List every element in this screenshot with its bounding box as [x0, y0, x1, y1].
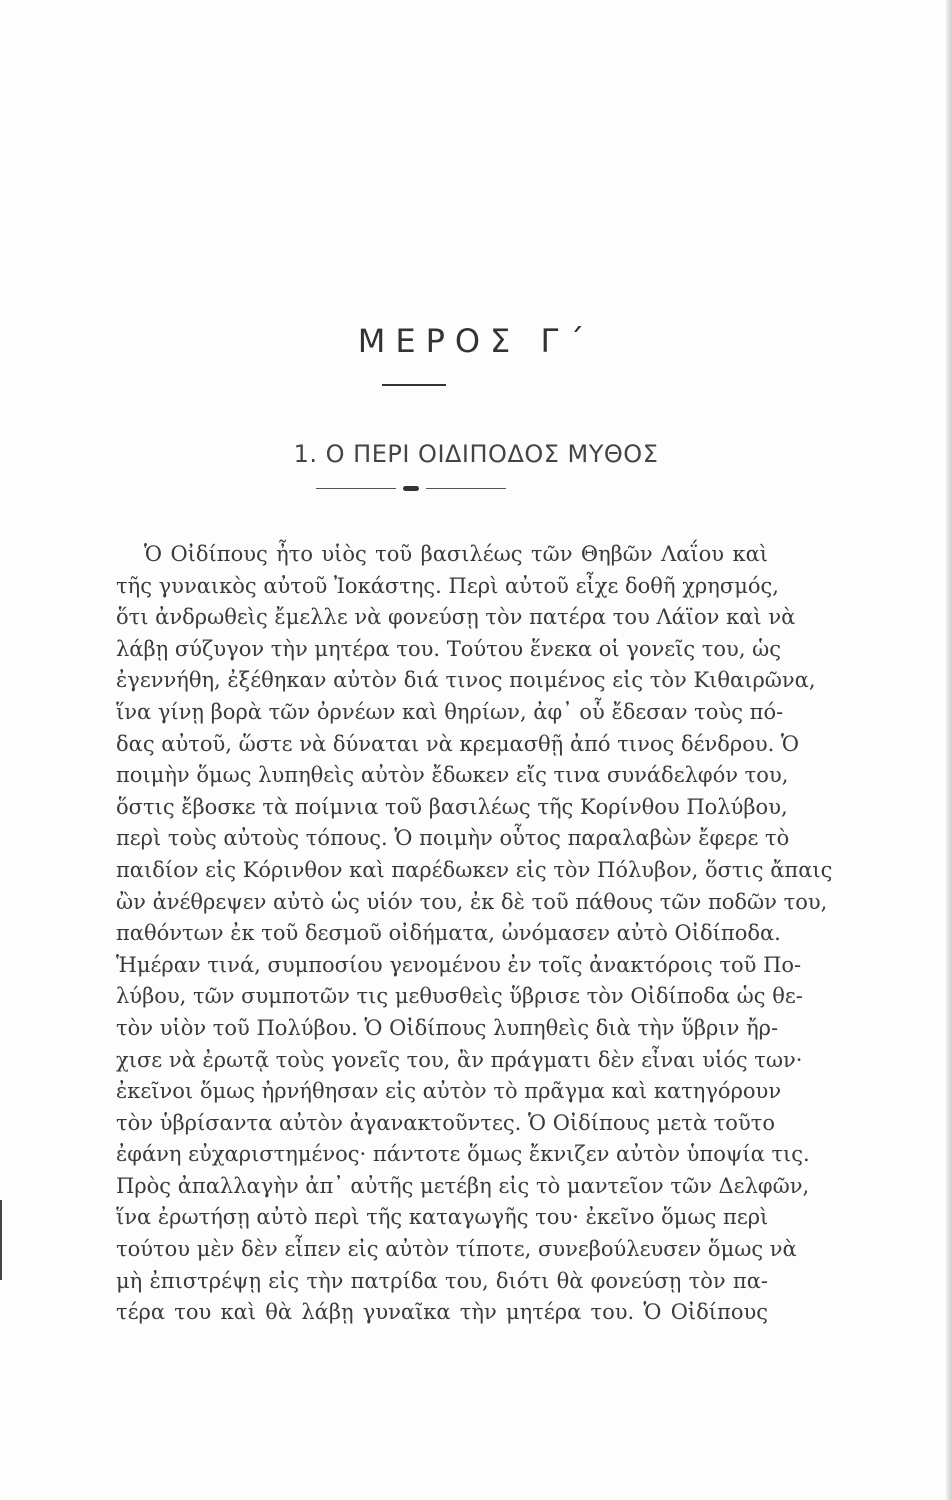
scan-edge-mark [0, 1200, 2, 1280]
heading-rule [382, 384, 446, 386]
ornament-line-right [426, 488, 506, 489]
text-line: Ὁ Οἰδίπους ἦτο υἱὸς τοῦ βασιλέως τῶν Θηβῶν Λαΐου καὶ [144, 542, 768, 566]
text-line: παιδίον εἰς Κόρινθον καὶ παρέδωκεν εἰς τὸν Πόλυβον, ὅστις ἄπαις [116, 857, 833, 882]
text-line: τούτου μὲν δὲν εἶπεν εἰς αὐτὸν τίποτε, συνεβούλευσεν ὅμως νὰ [116, 1237, 797, 1262]
text-line: λάβῃ σύζυγον τὴν μητέρα του. Τούτου ἕνεκα οἱ γονεῖς του, ὡς [116, 636, 782, 661]
text-line: ἵνα γίνῃ βορὰ τῶν ὀρνέων καὶ θηρίων, ἀφ᾽ οὗ ἔδεσαν τοὺς πό- [116, 699, 784, 724]
text-line: ἐκεῖνοι ὅμως ἠρνήθησαν εἰς αὐτὸν τὸ πρᾶγμα καὶ κατηγόρουν [116, 1079, 782, 1104]
text-line: τῆς γυναικὸς αὐτοῦ Ἰοκάστης. Περὶ αὐτοῦ εἶχε δοθῆ χρησμός, [116, 573, 779, 598]
text-line: ἐγεννήθη, ἐξέθηκαν αὐτὸν διά τινος ποιμένος εἰς τὸν Κιθαιρῶνα, [116, 668, 816, 693]
section-heading: 1. Ο ΠΕΡΙ ΟΙΔΙΠΟΔΟΣ ΜΥΘΟΣ [293, 440, 659, 468]
text-line: τὸν υἱὸν τοῦ Πολύβου. Ὁ Οἰδίπους λυπηθεὶς διὰ τὴν ὕβριν ἤρ- [116, 1015, 779, 1040]
text-line: χισε νὰ ἐρωτᾷ τοὺς γονεῖς του, ἂν πράγματι δὲν εἶναι υἱός των· [116, 1047, 803, 1072]
text-line: ὢν ἀνέθρεψεν αὐτὸ ὡς υἱόν του, ἐκ δὲ τοῦ πάθους τῶν ποδῶν του, [116, 889, 828, 914]
text-line: Ἡμέραν τινά, συμποσίου γενομένου ἐν τοῖς ἀνακτόροις τοῦ Πο- [116, 952, 802, 977]
text-line: παθόντων ἐκ τοῦ δεσμοῦ οἰδήματα, ὠνόμασεν αὐτὸ Οἰδίποδα. [116, 921, 781, 946]
ornament-divider [316, 486, 506, 492]
text-line: Πρὸς ἀπαλλαγὴν ἀπ᾽ αὐτῆς μετέβη εἰς τὸ μαντεῖον τῶν Δελφῶν, [116, 1173, 810, 1198]
ornament-center [403, 486, 419, 491]
text-line: ποιμὴν ὅμως λυπηθεὶς αὐτὸν ἔδωκεν εἴς τινα συνάδελφόν του, [116, 763, 789, 788]
text-line: περὶ τοὺς αὐτοὺς τόπους. Ὁ ποιμὴν οὗτος παραλαβὼν ἔφερε τὸ [116, 826, 790, 851]
text-line: ὅστις ἔβοσκε τὰ ποίμνια τοῦ βασιλέως τῆς Κορίνθου Πολύβου, [116, 794, 788, 819]
text-line: ἵνα ἐρωτήσῃ αὐτὸ περὶ τῆς καταγωγῆς του· ἐκεῖνο ὅμως περὶ [116, 1205, 769, 1230]
text-line: ἐφάνη εὐχαριστημένος· πάντοτε ὅμως ἔκνιζεν αὐτὸν ὑποψία τις. [116, 1142, 810, 1167]
text-line: λύβου, τῶν συμποτῶν τις μεθυσθεὶς ὕβρισε τὸν Οἰδίποδα ὡς θε- [116, 984, 803, 1009]
body-text [116, 539, 833, 1329]
ornament-line-left [316, 488, 396, 489]
text-line: τὸν ὑβρίσαντα αὐτὸν ἀγανακτοῦντες. Ὁ Οἰδίπους μετὰ τοῦτο [116, 1110, 775, 1135]
part-heading: ΜΕΡΟΣ Γ΄ [357, 322, 595, 360]
text-line: μὴ ἐπιστρέψῃ εἰς τὴν πατρίδα του, διότι θὰ φονεύσῃ τὸν πα- [116, 1268, 768, 1293]
text-line: δας αὐτοῦ, ὥστε νὰ δύναται νὰ κρεμασθῇ ἀπό τινος δένδρου. Ὁ [116, 731, 800, 756]
page-edge-shadow [946, 0, 952, 1500]
text-line: ὅτι ἀνδρωθεὶς ἔμελλε νὰ φονεύσῃ τὸν πατέρα του Λάϊον καὶ νὰ [116, 605, 796, 630]
text-line: τέρα του καὶ θὰ λάβῃ γυναῖκα τὴν μητέρα του. Ὁ Οἰδίπους [116, 1300, 768, 1325]
